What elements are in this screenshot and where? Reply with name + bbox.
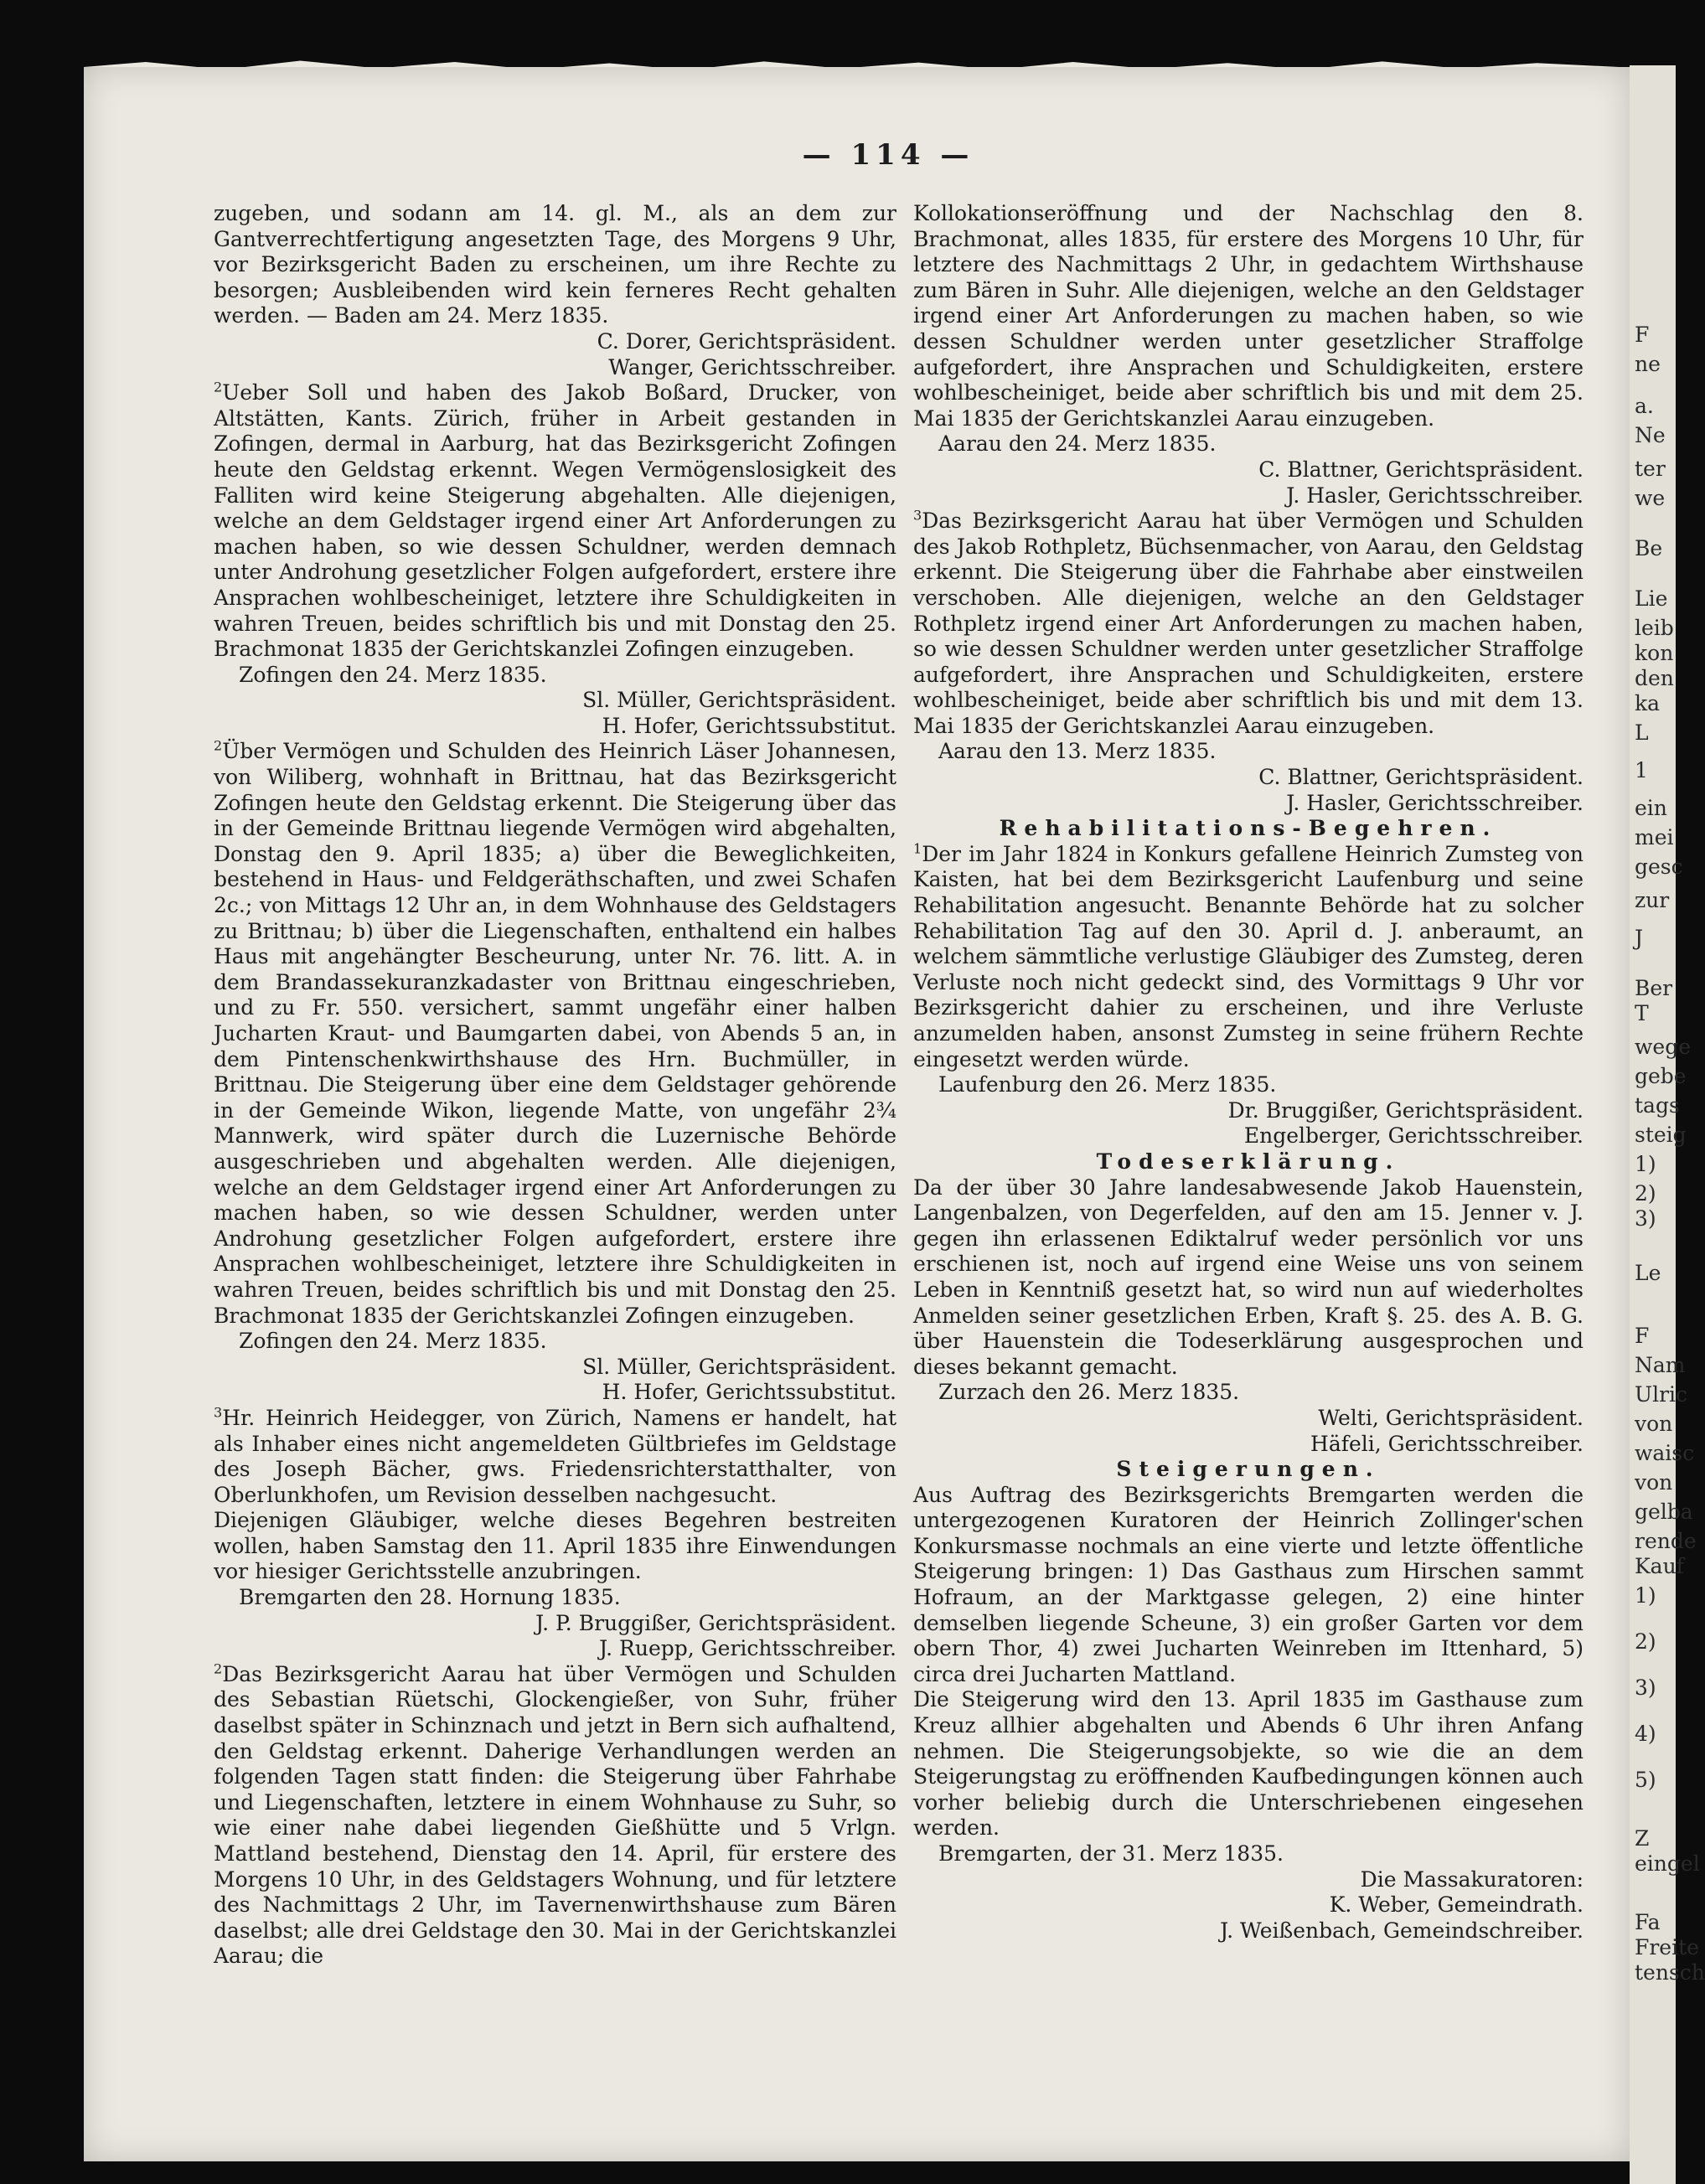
signature: H. Hofer, Gerichtssubstitut. [602, 713, 896, 738]
notice-rueetschi [214, 1662, 896, 1970]
signature: J. Ruepp, Gerichtsschreiber. [599, 1636, 896, 1661]
notice-text: Das Bezirksgericht Aarau hat über Vermögen und Schulden des Sebastian Rüetschi, Glockengießer, von Suhr, früher daselbst später in Schinznach und jetzt in Bern sich aufhaltend, den Geldstag erkennt. Daherige Verhandlungen werden an folgenden Tagen statt finden: die Steigerung über Fahrhabe und Liegenschaften, letztere in einem Wohnhause zu Suhr, so wie einer nahe dabei liegenden Gießhütte und 5 Vrlgn. Mattland bestehend, Dienstag den 14. April, für erstere des Morgens 10 Uhr, in des Geldstagers Wohnung, und für letztere des Nachmittags 2 Uhr, im Tavernenwirthshause zum Bären daselbst; alle drei Geldstage den 30. Mai in der Gerichtskanzlei Aarau; die [214, 1661, 896, 1969]
edge-text-fragment: steig [1635, 1123, 1687, 1147]
notice-text: Hr. Heinrich Heidegger, von Zürich, Namens er handelt, hat als Inhaber eines nicht angemeldeten Gültbriefes im Geldstage des Joseph Bächer, gws. Friedensrichterstatthalter, von Oberlunkhofen, um Revision desselben nachgesucht. [214, 1405, 896, 1507]
place-date: Aarau den 13. Merz 1835. [938, 739, 1217, 764]
notice-text: Diejenigen Gläubiger, welche dieses Begehren bestreiten wollen, haben Samstag den 11. April 1835 ihre Einwendungen vor hiesiger Gerichtsstelle anzubringen. [214, 1508, 896, 1584]
right-column [913, 201, 1584, 1944]
page-number: — 114 — [802, 138, 974, 172]
signature: K. Weber, Gemeindrath. [1329, 1892, 1584, 1918]
edge-text-fragment: T [1635, 1001, 1649, 1025]
edge-text-fragment: ka [1635, 691, 1661, 715]
edge-text-fragment: gesc [1635, 854, 1683, 879]
edge-text-fragment: Fa [1635, 1910, 1661, 1934]
edge-text-fragment: 1 [1635, 758, 1648, 782]
signature: C. Blattner, Gerichtspräsident. [1258, 457, 1584, 482]
notice-text: Ueber Soll und haben des Jakob Boßard, Drucker, von Altstätten, Kants. Zürich, früher in Arbeit gestanden in Zofingen, dermal in Aarburg, hat das Bezirksgericht Zofingen heute den Geldstag erkennt. Wegen Vermögenslosigkeit des Falliten wird keine Steigerung abgehalten. Alle diejenigen, welche an dem Geldstager irgend einer Art Anforderungen zu machen haben, so wie dessen Schuldner, werden demnach unter Androhung gesetzlicher Folgen aufgefordert, erstere ihre Ansprachen wohlbescheiniget, letztere ihre Schuldigkeiten in wahren Treuen, beides schriftlich bis und mit Donstag den 25. Brachmonat 1835 der Gerichtskanzlei Zofingen einzugeben. [214, 380, 896, 662]
signature: Sl. Müller, Gerichtspräsident. [582, 1354, 896, 1379]
notice-heidegger [214, 1406, 896, 1508]
notice-laeser [214, 739, 896, 1329]
notice-number: 1 [913, 840, 922, 857]
notice-zumsteg [913, 842, 1584, 1072]
edge-text-fragment: 2) [1635, 1181, 1656, 1206]
edge-text-fragment: F [1635, 1324, 1650, 1348]
notice-baden-text: zugeben, und sodann am 14. gl. M., als an dem zur Gantverrechtfertigung angesetzten Tage, des Morgens 9 Uhr, vor Bezirksgericht Baden zu erscheinen, um ihre Rechte zu besorgen; Ausbleibenden wird kein ferneres Recht gehalten werden. — Baden am 24. Merz 1835. [214, 201, 896, 328]
notice-text: Über Vermögen und Schulden des Heinrich Läser Johannesen, von Wiliberg, wohnhaft in Brittnau, hat das Bezirksgericht Zofingen heute den Geldstag erkennt. Die Steigerung über das in der Gemeinde Brittnau liegende Vermögen wird abgehalten, Donstag den 9. April 1835; a) über die Beweglichkeiten, bestehend in Haus- und Feldgeräthschaften, und zwei Schafen 2c.; von Mittags 12 Uhr an, in dem Wohnhause des Geldstagers zu Brittnau; b) über die Liegenschaften, enthaltend ein halbes Haus mit angehängter Bescheurung, unter Nr. 76. litt. A. in dem Brandassekuranzkadaster von Brittnau eingeschrieben, und zu Fr. 550. versichert, sammt ungefähr einer halben Jucharten Kraut- und Baumgarten dabei, von Abends 5 an, in dem Pintenschenkwirthshause des Hrn. Buchmüller, in Brittnau. Die Steigerung über eine dem Geldstager gehörende in der Gemeinde Wikon, liegende Matte, von ungefähr 2¾ Mannwerk, wird später durch die Luzernische Behörde ausgeschrieben und abgehalten werden. Alle diejenigen, welche an dem Geldstager irgend einer Art Anforderungen zu machen haben, so wie dessen Schuldner, werden unter Androhung gesetzlicher Folgen aufgefordert, erstere ihre Ansprachen wohlbescheiniget, letztere ihre Schuldigkeiten in wahren Treuen, beides schriftlich bis und mit Donstag den 25. Brachmonat 1835 der Gerichtskanzlei Zofingen einzugeben. [214, 739, 896, 1328]
edge-text-fragment: eingel [1635, 1851, 1700, 1876]
notice-hauenstein: Da der über 30 Jahre landesabwesende Jakob Hauenstein, Langenbalzen, von Degerfelden, auf den am 15. Jenner v. J. gegen ihn erlassenen Ediktalruf weder persönlich vor uns erschienen ist, noch auf irgend eine Weise uns von seinem Leben in Kenntniß gesetzt hat, so wird nun auf wiederholtes Anmelden seiner gesetzlichen Erben, Kraft §. 25. des A. B. G. über Hauenstein die Todeserklärung ausgesprochen und dieses bekannt gemacht. [913, 1175, 1584, 1379]
signature: Dr. Bruggißer, Gerichtspräsident. [1227, 1097, 1584, 1123]
edge-text-fragment: 1) [1635, 1152, 1656, 1176]
notice-text: Das Bezirksgericht Aarau hat über Vermögen und Schulden des Jakob Rothpletz, Büchsenmacher, von Aarau, den Geldstag erkennt. Die Steigerung über die Fahrhabe aber einstweilen verschoben. Alle diejenigen, welche an den Geldstager Rothpletz irgend einer Art Anforderungen zu machen haben, so wie dessen Schuldner werden unter gesetzlicher Straffolge aufgefordert, ihre Ansprachen und Schuldigkeiten, erstere wohlbescheiniget, beide aber schriftlich bis und mit dem 13. Mai 1835 der Gerichtskanzlei Aarau einzugeben. [913, 509, 1584, 738]
edge-text-fragment: tensch [1635, 1960, 1705, 1985]
section-heading: Rehabilitations-Begehren. [999, 816, 1498, 841]
notice-text: Die Steigerung wird den 13. April 1835 im Gasthause zum Kreuz allhier abgehalten und Abends 6 Uhr ihren Anfang nehmen. Die Steigerungsobjekte, so wie die an dem Steigerungstag zu eröffnenden Kaufbedingungen können auch vorher beliebig durch die Unterschriebenen eingesehen werden. [913, 1687, 1584, 1841]
signature: J. Hasler, Gerichtsschreiber. [1286, 483, 1584, 508]
edge-text-fragment: a. [1635, 394, 1654, 418]
section-heading: Steigerungen. [1116, 1457, 1381, 1482]
edge-text-fragment: Ulric [1635, 1382, 1688, 1407]
edge-text-fragment: Z [1635, 1826, 1650, 1851]
notice-number: 2 [214, 738, 223, 755]
edge-text-fragment: den [1635, 666, 1674, 690]
place-date: Zofingen den 24. Merz 1835. [239, 1329, 547, 1354]
edge-text-fragment: kon [1635, 641, 1674, 665]
signature: Die Massakuratoren: [1360, 1866, 1584, 1892]
place-date: Zofingen den 24. Merz 1835. [239, 662, 547, 687]
signature: Engelberger, Gerichtsschreiber. [1243, 1123, 1584, 1149]
edge-text-fragment: Lie [1635, 586, 1668, 611]
edge-text-fragment: 5) [1635, 1768, 1656, 1792]
edge-text-fragment: mei [1635, 825, 1674, 849]
left-column [214, 201, 896, 1970]
signature: J. Weißenbach, Gemeindschreiber. [1220, 1918, 1584, 1943]
edge-text-fragment: Nam [1635, 1353, 1686, 1377]
signature: J. Hasler, Gerichtsschreiber. [1286, 790, 1584, 815]
signature: J. P. Bruggißer, Gerichtspräsident. [535, 1610, 896, 1635]
edge-text-fragment: ne [1635, 352, 1661, 376]
adjacent-page-edge [1630, 65, 1705, 2184]
edge-text-fragment: ter [1635, 457, 1666, 481]
edge-text-fragment: rende [1635, 1529, 1697, 1553]
edge-text-fragment: Ne [1635, 423, 1666, 447]
edge-text-fragment: zur [1635, 888, 1670, 912]
edge-text-fragment: gelba [1635, 1500, 1693, 1524]
notice-number: 3 [913, 507, 922, 524]
signature: C. Dorer, Gerichtspräsident. [597, 328, 896, 354]
place-date: Zurzach den 26. Merz 1835. [938, 1380, 1240, 1405]
edge-text-fragment: F [1635, 323, 1650, 347]
notice-rothpletz [913, 509, 1584, 739]
notice-number: 2 [214, 1660, 223, 1677]
signature: Sl. Müller, Gerichtspräsident. [582, 688, 896, 713]
edge-text-fragment: Be [1635, 536, 1663, 560]
edge-text-fragment: 4) [1635, 1722, 1656, 1746]
edge-text-fragment: von [1635, 1470, 1673, 1495]
edge-text-fragment: waisc [1635, 1441, 1695, 1465]
place-date: Laufenburg den 26. Merz 1835. [938, 1072, 1277, 1097]
edge-text-fragment: ein [1635, 796, 1667, 820]
signature: Welti, Gerichtspräsident. [1318, 1405, 1584, 1430]
signature: C. Blattner, Gerichtspräsident. [1258, 765, 1584, 790]
edge-text-fragment: 3) [1635, 1206, 1656, 1231]
edge-text-fragment: Le [1635, 1261, 1661, 1285]
notice-text: Der im Jahr 1824 in Konkurs gefallene Heinrich Zumsteg von Kaisten, hat bei dem Bezirksgericht Laufenburg und seine Rehabilitation angesucht. Benannte Behörde hat zu solcher Rehabilitation Tag auf den 30. April d. J. anberaumt, an welchem sämmtliche verlustige Gläubiger des Zumsteg, deren Verluste noch nicht gedeckt sind, des Vormittags 9 Uhr vor Bezirksgericht dahier zu erscheinen, und ihre Verluste anzumelden haben, ansonst Zumsteg in seine frühern Rechte eingesetzt werden würde. [913, 841, 1584, 1071]
signature: H. Hofer, Gerichtssubstitut. [602, 1380, 896, 1405]
notice-number: 3 [214, 1404, 223, 1421]
place-date: Aarau den 24. Merz 1835. [938, 431, 1217, 457]
edge-text-fragment: Kauf [1635, 1554, 1684, 1578]
signature: Häfeli, Gerichtsschreiber. [1310, 1431, 1584, 1456]
place-date: Bremgarten, der 31. Merz 1835. [938, 1841, 1284, 1866]
notice-zollinger: Aus Auftrag des Bezirksgerichts Bremgarten werden die untergezogenen Kuratoren der Heinrich Zollinger'schen Konkursmasse nochmals an eine vierte und letzte öffentliche Steigerung bringen: 1) Das Gasthaus zum Hirschen sammt Hofraum, an der Marktgasse gelegen, 2) eine hinter demselben liegende Scheune, 3) ein großer Garten vor dem obern Thor, 4) zwei Jucharten Weinreben im Ittenhard, 5) circa drei Jucharten Mattland. [913, 1482, 1584, 1686]
edge-text-fragment: we [1635, 486, 1666, 510]
notice-bossard [214, 380, 896, 663]
place-date: Bremgarten den 28. Hornung 1835. [239, 1585, 621, 1610]
signature: Wanger, Gerichtsschreiber. [608, 354, 896, 379]
edge-text-fragment: 1) [1635, 1583, 1656, 1608]
edge-text-fragment: tags [1635, 1093, 1680, 1118]
edge-text-fragment: L [1635, 720, 1649, 745]
section-heading: Todeserklärung. [1096, 1149, 1401, 1174]
edge-text-fragment: von [1635, 1412, 1673, 1436]
edge-text-fragment: wege [1635, 1035, 1691, 1059]
edge-text-fragment: Ber [1635, 976, 1673, 1000]
edge-text-fragment: 3) [1635, 1675, 1656, 1700]
edge-text-fragment: gebe [1635, 1064, 1687, 1088]
edge-text-fragment: 2) [1635, 1629, 1656, 1654]
notice-number: 2 [214, 379, 223, 395]
edge-text-fragment: J [1635, 926, 1644, 950]
notice-text: Kollokationseröffnung und der Nachschlag den 8. Brachmonat, alles 1835, für erstere des Morgens 10 Uhr, für letztere des Nachmittags 2 Uhr, in gedachtem Wirthshause zum Bären in Suhr. Alle diejenigen, welche an den Geldstager irgend einer Art Anforderungen zu machen haben, so wie dessen Schuldner werden unter gesetzlicher Straffolge aufgefordert, ihre Ansprachen und Schuldigkeiten, erstere wohlbescheiniget, beide aber schriftlich bis und mit dem 25. Mai 1835 der Gerichtskanzlei Aarau einzugeben. [913, 201, 1584, 431]
edge-text-fragment: leib [1635, 616, 1674, 640]
edge-text-fragment: Freite [1635, 1935, 1699, 1959]
